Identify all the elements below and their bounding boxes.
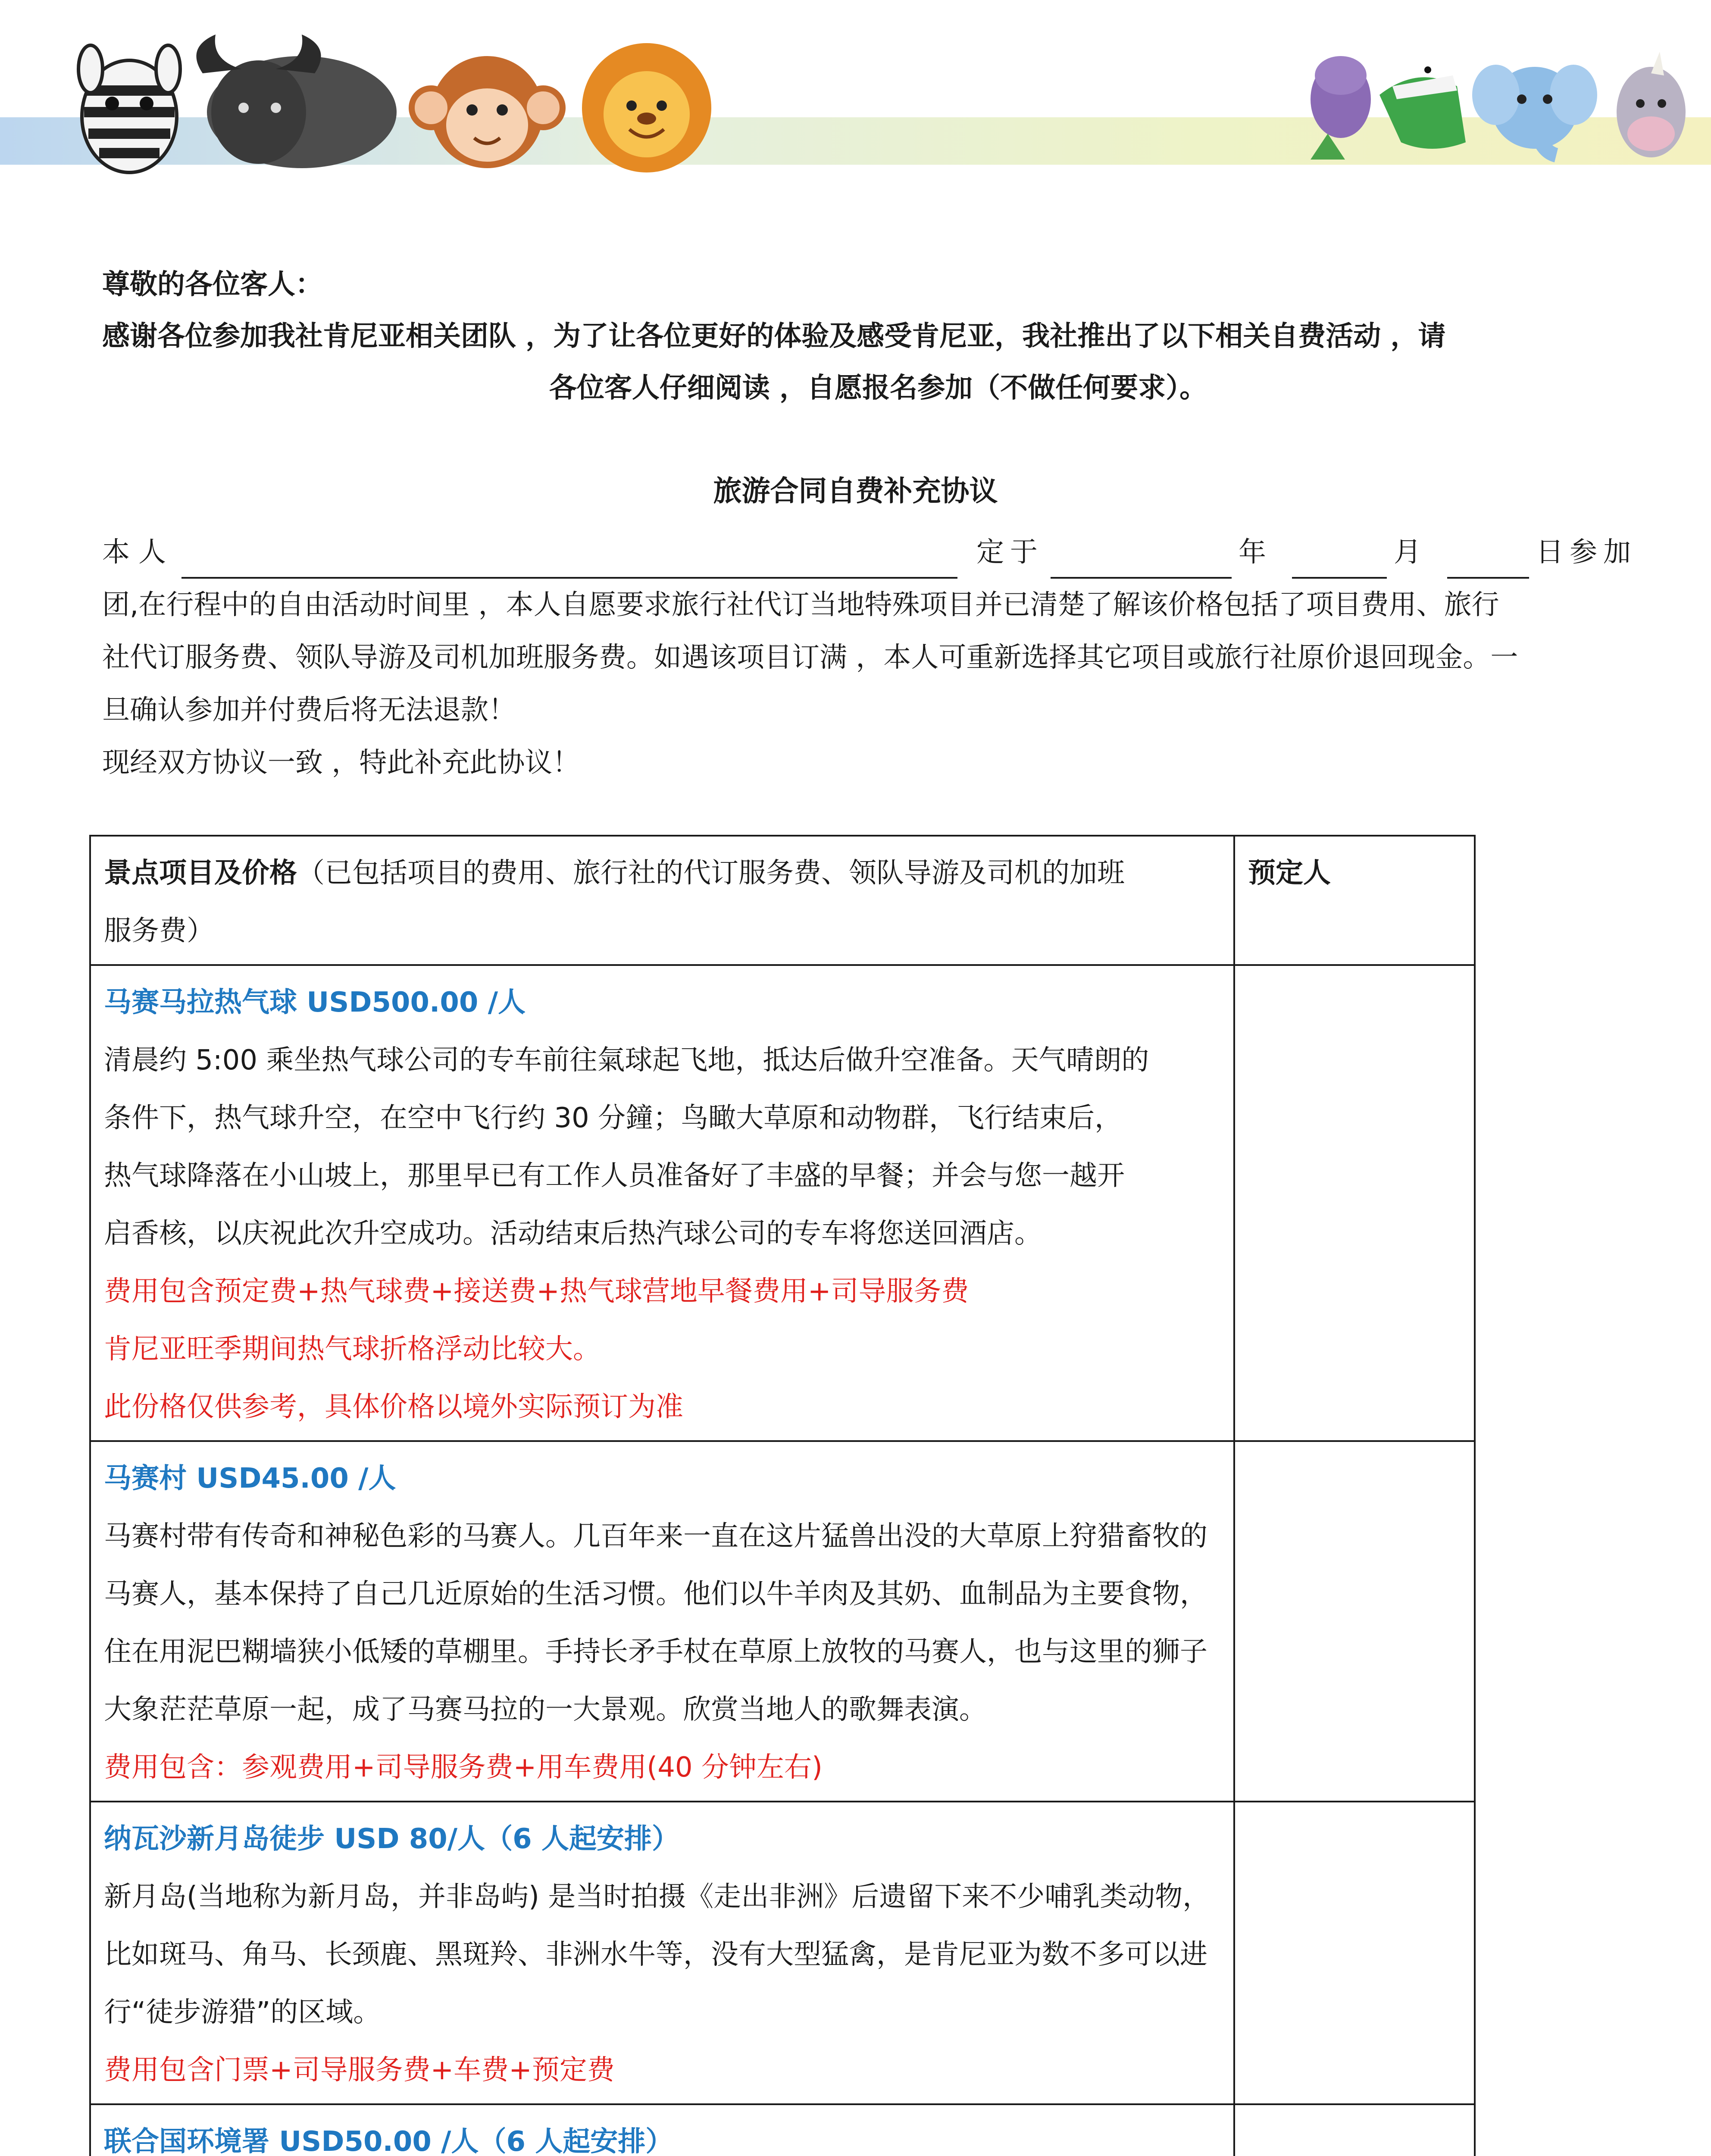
item-name: 马赛村 USD45.00 /人	[104, 1463, 396, 1495]
agreement-line4: 旦确认参加并付费后将无法退款！	[102, 694, 516, 726]
month-blank[interactable]	[1292, 542, 1387, 579]
item-desc-line: 清晨约 5:00 乘坐热气球公司的专车前往氣球起飞地，抵达后做升空准备。天气晴朗的	[104, 1044, 1149, 1076]
table-row	[90, 1802, 1475, 2104]
item-name: 马赛马拉热气球 USD500.00 /人	[104, 987, 526, 1018]
table-header-main	[90, 836, 1234, 965]
item-desc-line: 启香核，以庆祝此次升空成功。活动结束后热汽球公司的专车将您送回酒店。	[104, 1218, 1042, 1250]
rhino-icon	[1617, 52, 1686, 157]
table-row	[90, 2104, 1475, 2156]
item-note-line: 肯尼亚旺季期间热气球折格浮动比较大。	[104, 1333, 601, 1365]
day-blank[interactable]	[1447, 542, 1529, 579]
agreement-line3: 社代订服务费、领队导游及司机加班服务费。如遇该项目订满 ，本人可重新选择其它项目或旅行社原价退回现金。一	[102, 642, 1518, 674]
item-cell	[90, 1802, 1234, 2104]
agreement-title: 旅游合同自费补充协议	[713, 474, 998, 508]
booker-cell[interactable]	[1234, 965, 1475, 1441]
table-row	[90, 965, 1475, 1441]
agreement-date-label: 定于	[976, 536, 1044, 568]
lion-icon	[582, 43, 711, 172]
agreement-line2: 团,在行程中的自由活动时间里 ，本人自愿要求旅行社代订当地特殊项目并已清楚了解该价格包括了项目费用、旅行	[102, 589, 1499, 621]
item-note-line: 费用包含门票+司导服务费+车费+预定费	[104, 2054, 615, 2086]
table-header-title: 景点项目及价格	[104, 857, 297, 889]
item-note-line: 费用包含预定费+热气球费+接送费+热气球营地早餐费用+司导服务费	[104, 1275, 969, 1307]
item-desc-line: 马赛人，基本保持了自己几近原始的生活习惯。他们以牛羊肉及其奶、血制品为主要食物，	[104, 1578, 1207, 1610]
year-blank[interactable]	[1051, 542, 1232, 579]
animal-banner	[0, 0, 1711, 181]
item-desc-line: 比如斑马、角马、长颈鹿、黑斑羚、非洲水牛等，没有大型猛禽，是肯尼亚为数不多可以进	[104, 1939, 1207, 1971]
table-header-row	[90, 836, 1475, 965]
name-blank[interactable]	[181, 542, 957, 579]
item-name: 纳瓦沙新月岛徒步 USD 80/人（6 人起安排）	[104, 1823, 679, 1855]
agreement-prefix: 本人	[102, 536, 175, 568]
item-cell	[90, 965, 1234, 1441]
agreement-day-label: 日参加	[1536, 536, 1637, 568]
item-desc-line: 马赛村带有传奇和神秘色彩的马赛人。几百年来一直在这片猛兽出没的大草原上狩猎畜牧的	[104, 1520, 1207, 1552]
item-desc-line: 条件下，热气球升空，在空中飞行约 30 分鐘；鸟瞰大草原和动物群，飞行结束后，	[104, 1102, 1123, 1134]
item-desc-line: 新月岛(当地称为新月岛，并非岛屿) 是当时拍摄《走出非洲》后遗留下来不少哺乳类动物，	[104, 1881, 1211, 1913]
agreement-month-label: 月	[1394, 536, 1421, 568]
greeting-salutation: 尊敬的各位客人：	[102, 269, 323, 301]
booker-cell[interactable]	[1234, 1441, 1475, 1802]
booker-cell[interactable]	[1234, 1802, 1475, 2104]
table-header-note-line2: 服务费）	[104, 915, 214, 947]
agreement-text	[102, 526, 1650, 789]
agreement-line5: 现经双方协议一致 ，特此补充此协议！	[102, 747, 580, 779]
item-name: 联合国环境署 USD50.00 /人（6 人起安排）	[104, 2126, 673, 2156]
item-note-line: 费用包含：参观费用+司导服务费+用车费用(40 分钟左右)	[104, 1752, 823, 1783]
greeting-body-line1: 感谢各位参加我社肯尼亚相关团队 ，为了让各位更好的体验及感受肯尼亚，我社推出了以下相关自费活动 ，请	[102, 320, 1446, 352]
item-desc-line: 住在用泥巴糊墙狭小低矮的草棚里。手持长矛手杖在草原上放牧的马赛人，也与这里的狮子	[104, 1636, 1207, 1668]
item-note-line: 此份格仅供参考，具体价格以境外实际预订为准	[104, 1391, 683, 1423]
activity-table	[89, 835, 1476, 2156]
table-row	[90, 1441, 1475, 1802]
item-desc-line: 大象茫茫草原一起，成了马赛马拉的一大景观。欣赏当地人的歌舞表演。	[104, 1694, 987, 1726]
item-cell	[90, 1441, 1234, 1802]
item-desc-line: 行“徒步游猎”的区域。	[104, 1996, 381, 2028]
greeting-body-line2: 各位客人仔细阅读 ，自愿报名参加（不做任何要求）。	[549, 372, 1207, 404]
agreement-year-label: 年	[1239, 536, 1266, 568]
table-header-note-line1: （已包括项目的费用、旅行社的代订服务费、领队导游及司机的加班	[297, 857, 1125, 889]
item-desc-line: 热气球降落在小山坡上，那里早已有工作人员准备好了丰盛的早餐；并会与您一越开	[104, 1160, 1125, 1192]
agreement-fill-line	[102, 526, 1650, 579]
greeting	[102, 259, 1654, 414]
item-cell	[90, 2104, 1234, 2156]
booker-cell[interactable]	[1234, 2104, 1475, 2156]
table-header-booker: 预定人	[1234, 836, 1475, 965]
buffalo-icon	[196, 34, 397, 168]
zebra-icon	[78, 45, 180, 172]
